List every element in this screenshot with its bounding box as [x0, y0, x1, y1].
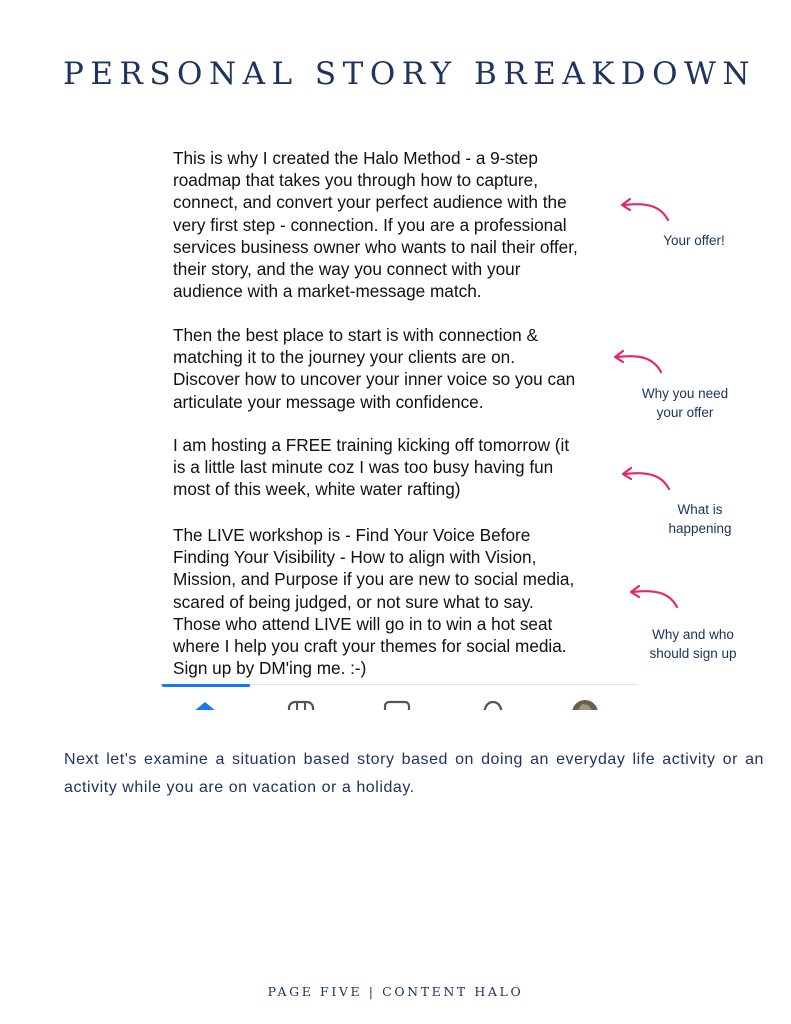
annotation-why-and-who: Why and who should sign up	[649, 627, 737, 661]
arrow-why-you-need-icon	[609, 346, 667, 376]
facebook-post-screenshot	[160, 140, 638, 710]
post-paragraph-signup: The LIVE workshop is - Find Your Voice Before Finding Your Visibility - How to align with Vision, Mission, and Purpose if you are new to social media, scared of being judged, or not sure what to say. Those who attend LIVE will go in to win a hot seat where I help you craft your themes for social media. Sign up by DM'ing me. :-)	[173, 525, 575, 679]
marketplace-icon[interactable]	[286, 696, 316, 710]
arrow-your-offer-icon	[616, 194, 674, 224]
active-tab-indicator	[162, 684, 250, 687]
post-paragraph-offer: This is why I created the Halo Method - a 9-step roadmap that takes you through how to capture, connect, and convert your perfect audience with the very first step - connection. If you are a professional services business owner who wants to nail their offer, their story, and the way you connect with your audience with a market-message match.	[173, 148, 578, 302]
arrow-what-is-happening-icon	[617, 463, 675, 493]
annotation-your-offer: Your offer!	[663, 233, 725, 248]
post-paragraph-happening: I am hosting a FREE training kicking off tomorrow (it is a little last minute coz I was too busy having fun most of this week, white water rafting)	[173, 435, 570, 500]
page-footer: PAGE FIVE | CONTENT HALO	[267, 984, 524, 999]
annotation-why-you-need: Why you need your offer	[641, 386, 729, 420]
notifications-icon[interactable]	[478, 696, 508, 710]
video-icon[interactable]	[382, 696, 412, 710]
profile-avatar[interactable]	[570, 696, 600, 710]
home-icon[interactable]	[190, 696, 220, 710]
body-paragraph: Next let's examine a situation based story based on doing an everyday life activity or an activity while you are on vacation or a holiday.	[64, 751, 764, 796]
arrow-why-and-who-icon	[625, 581, 683, 611]
post-paragraph-why: Then the best place to start is with connection & matching it to the journey your clients are on. Discover how to uncover your inner voice so you can articulate your message with confidence.	[173, 325, 576, 412]
page-title: PERSONAL STORY BREAKDOWN	[62, 56, 757, 92]
annotation-what-is-happening: What is happening	[668, 502, 732, 536]
